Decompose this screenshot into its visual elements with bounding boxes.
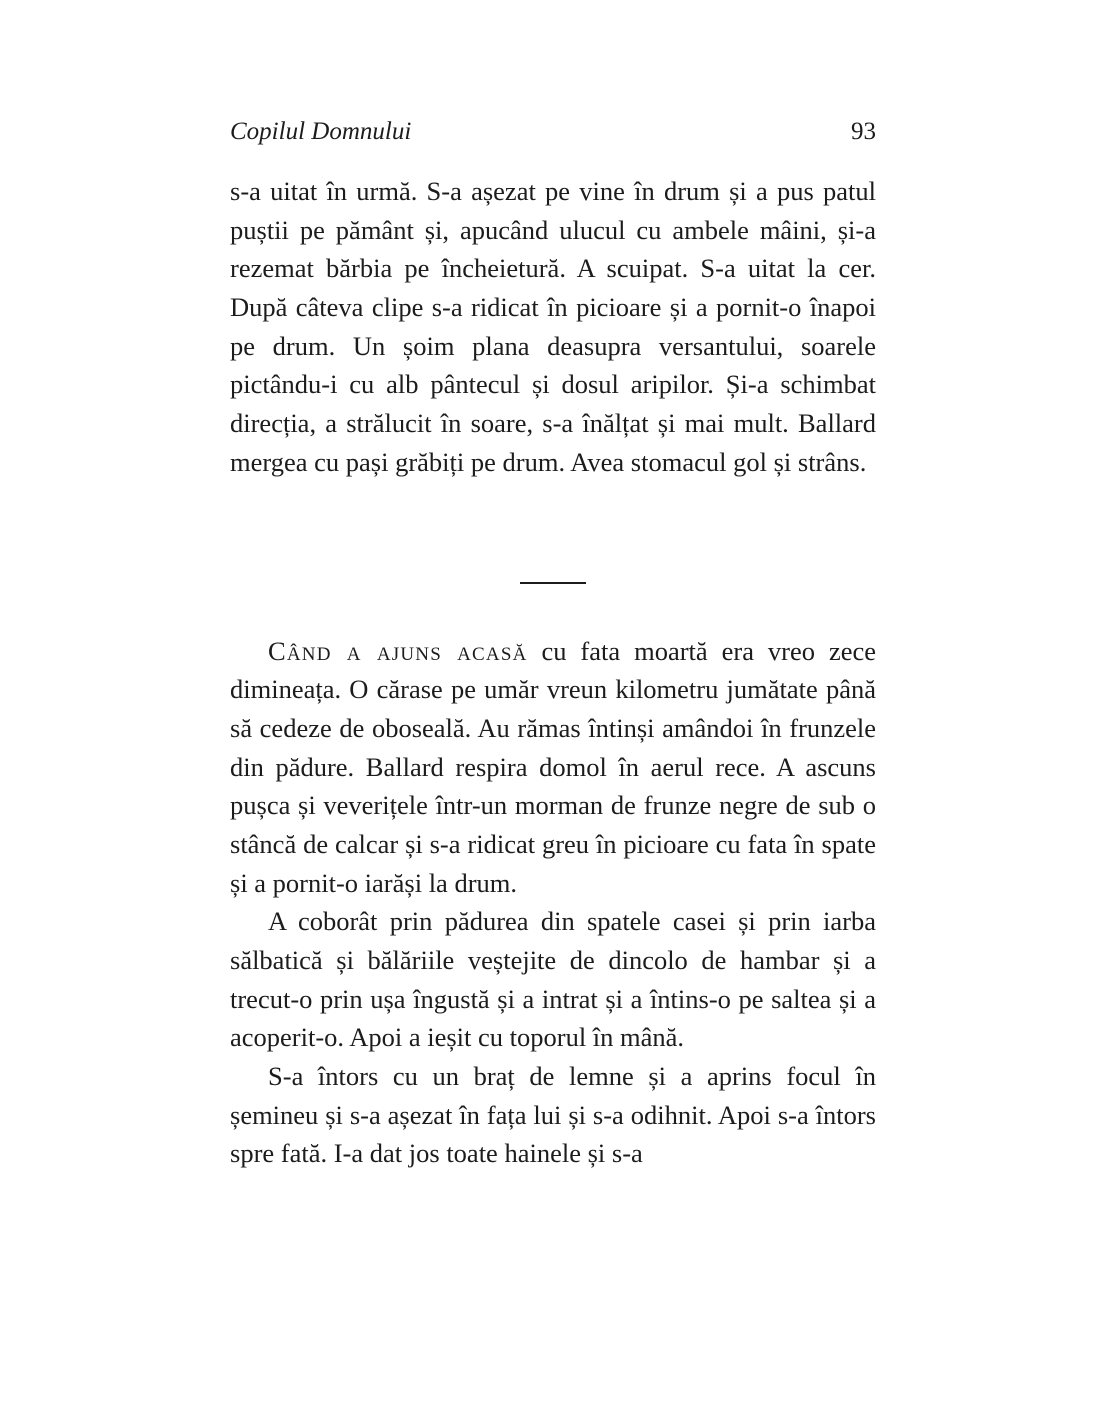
running-title: Copilul Domnului: [230, 118, 412, 145]
section-opening-smallcaps: Când a ajuns acasă: [268, 635, 528, 666]
paragraph-section-opening: [230, 632, 876, 903]
page-number: 93: [851, 118, 876, 145]
section-divider-line: [520, 582, 586, 584]
paragraph: S-a întors cu un braț de lemne și a aprins focul în șemineu și s-a așezat în fața lui și s-a odihnit. Apoi s-a întors spre fată. I-a dat jos toate hainele și s-a: [230, 1061, 876, 1169]
page-header: [230, 118, 876, 146]
paragraph: A coborât prin pădurea din spatele casei și prin iarba sălbatică și bălăriile veștejite de dincolo de hambar și a trecut-o prin ușa îngustă și a intrat și a întins-o pe saltea și a acoperit-o. Apoi a ieșit cu toporul în mână.: [230, 906, 876, 1053]
section-opening-rest: cu fata moartă era vreo zece dimineața. O cărase pe umăr vreun kilometru jumătate până să cedeze de oboseală. Au rămas întinși amândoi în frunzele din pădure. Ballard respira domol în aerul rece. A ascuns pușca și veverițele într-un morman de frunze negre de sub o stâncă de calcar și s-a ridicat greu în picioare cu fata în spate și a pornit-o iarăși la drum.: [230, 635, 876, 898]
body-text: [230, 172, 876, 1173]
paragraph-continuation: s-a uitat în urmă. S-a așezat pe vine în drum și a pus patul puștii pe pământ și, apucând ulucul cu ambele mâini, și-a rezemat bărbia pe încheietură. A scuipat. S-a uitat la cer. După câteva clipe s-a ridicat în picioare și a pornit-o înapoi pe drum. Un șoim plana deasupra versantului, soarele pictându-i cu alb pântecul și dosul aripilor. Și-a schimbat direcția, a strălucit în soare, s-a înălțat și mai mult. Ballard mergea cu pași grăbiți pe drum. Avea stomacul gol și strâns.: [230, 176, 876, 477]
